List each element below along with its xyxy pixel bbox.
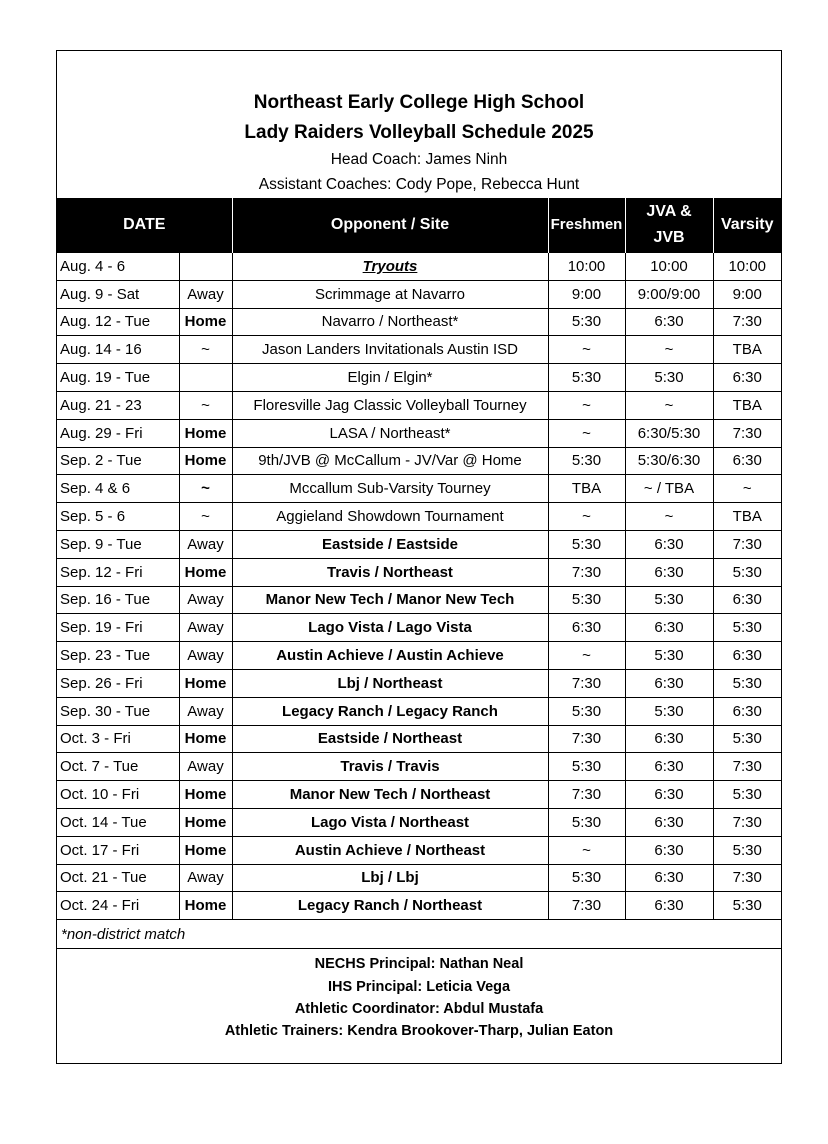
cell-freshmen: ~ [548,336,625,364]
table-row [57,253,781,281]
cell-opponent: Austin Achieve / Austin Achieve [232,642,548,670]
cell-freshmen: 7:30 [548,892,625,920]
cell-location: Home [179,447,232,475]
cell-location: Away [179,753,232,781]
cell-freshmen: 5:30 [548,864,625,892]
cell-location: Home [179,892,232,920]
cell-date: Aug. 9 - Sat [57,280,179,308]
table-row [57,336,781,364]
cell-jv: 6:30 [625,781,713,809]
table-row [57,725,781,753]
cell-jv: 6:30 [625,558,713,586]
cell-location: Away [179,642,232,670]
cell-varsity: 5:30 [713,836,781,864]
cell-freshmen: TBA [548,475,625,503]
cell-date: Aug. 12 - Tue [57,308,179,336]
table-row [57,419,781,447]
cell-opponent: Jason Landers Invitationals Austin ISD [232,336,548,364]
cell-varsity: TBA [713,391,781,419]
cell-opponent: 9th/JVB @ McCallum - JV/Var @ Home [232,447,548,475]
cell-jv: 6:30 [625,308,713,336]
cell-location: ~ [179,475,232,503]
table-row [57,753,781,781]
cell-opponent: Aggieland Showdown Tournament [232,503,548,531]
cell-date: Aug. 21 - 23 [57,391,179,419]
cell-jv: 6:30 [625,725,713,753]
cell-jv: 5:30 [625,642,713,670]
school-name: Northeast Early College High School [253,92,585,113]
ihs-principal: IHS Principal: Leticia Vega [327,979,511,995]
cell-opponent: Eastside / Northeast [232,725,548,753]
cell-opponent: Travis / Travis [232,753,548,781]
cell-location: Away [179,280,232,308]
col-header-opponent: Opponent / Site [232,198,548,253]
cell-date: Aug. 4 - 6 [57,253,179,281]
cell-location: Home [179,669,232,697]
cell-opponent: Lago Vista / Lago Vista [232,614,548,642]
cell-opponent: Mccallum Sub-Varsity Tourney [232,475,548,503]
table-row [57,447,781,475]
table-row [57,280,781,308]
table-row [57,364,781,392]
cell-opponent: Travis / Northeast [232,558,548,586]
cell-date: Oct. 21 - Tue [57,864,179,892]
cell-freshmen: ~ [548,836,625,864]
cell-jv: 6:30 [625,753,713,781]
cell-date: Sep. 23 - Tue [57,642,179,670]
cell-location: Home [179,308,232,336]
cell-location: Home [179,419,232,447]
cell-opponent: Scrimmage at Navarro [232,280,548,308]
cell-varsity: 9:00 [713,280,781,308]
cell-varsity: 5:30 [713,892,781,920]
cell-varsity: 5:30 [713,781,781,809]
cell-freshmen: 5:30 [548,308,625,336]
cell-varsity: 7:30 [713,308,781,336]
athletic-coordinator: Athletic Coordinator: Abdul Mustafa [294,1001,544,1017]
table-row [57,642,781,670]
table-row [57,697,781,725]
cell-varsity: 5:30 [713,614,781,642]
footnote: *non-district match [57,921,781,949]
cell-freshmen: 7:30 [548,781,625,809]
cell-freshmen: 5:30 [548,530,625,558]
cell-freshmen: ~ [548,391,625,419]
cell-freshmen: 5:30 [548,364,625,392]
cell-jv: 5:30 [625,364,713,392]
cell-date: Aug. 29 - Fri [57,419,179,447]
cell-date: Sep. 4 & 6 [57,475,179,503]
cell-location: Away [179,697,232,725]
cell-date: Sep. 2 - Tue [57,447,179,475]
cell-freshmen: 9:00 [548,280,625,308]
cell-jv: ~ [625,336,713,364]
schedule-sheet [56,50,782,1064]
cell-varsity: ~ [713,475,781,503]
cell-date: Aug. 14 - 16 [57,336,179,364]
cell-jv: 6:30/5:30 [625,419,713,447]
cell-varsity: 7:30 [713,419,781,447]
cell-jv: ~ [625,503,713,531]
header-row [57,198,781,253]
cell-freshmen: 5:30 [548,447,625,475]
cell-opponent: Legacy Ranch / Legacy Ranch [232,697,548,725]
schedule-table [57,198,781,920]
cell-date: Sep. 16 - Tue [57,586,179,614]
cell-date: Sep. 9 - Tue [57,530,179,558]
table-row [57,475,781,503]
cell-opponent: Floresville Jag Classic Volleyball Tourney [232,391,548,419]
cell-jv: 6:30 [625,864,713,892]
cell-location: ~ [179,336,232,364]
col-header-date: DATE [57,198,232,253]
cell-location: Away [179,614,232,642]
cell-varsity: 6:30 [713,642,781,670]
cell-varsity: 7:30 [713,530,781,558]
cell-freshmen: 5:30 [548,753,625,781]
schedule-title: Lady Raiders Volleyball Schedule 2025 [244,122,594,143]
cell-date: Oct. 24 - Fri [57,892,179,920]
cell-freshmen: 5:30 [548,586,625,614]
cell-freshmen: 10:00 [548,253,625,281]
cell-jv: ~ / TBA [625,475,713,503]
col-header-jv [625,198,713,253]
cell-freshmen: 6:30 [548,614,625,642]
cell-location: Away [179,530,232,558]
cell-jv: 6:30 [625,836,713,864]
cell-freshmen: 5:30 [548,697,625,725]
cell-varsity: 6:30 [713,586,781,614]
cell-freshmen: 7:30 [548,669,625,697]
cell-opponent: Eastside / Eastside [232,530,548,558]
cell-varsity: 6:30 [713,697,781,725]
cell-opponent: Lbj / Lbj [232,864,548,892]
cell-location: Home [179,781,232,809]
cell-location [179,253,232,281]
principal: NECHS Principal: Nathan Neal [314,956,524,972]
table-row [57,864,781,892]
cell-varsity: 7:30 [713,864,781,892]
cell-date: Sep. 12 - Fri [57,558,179,586]
table-row [57,808,781,836]
cell-location: Home [179,836,232,864]
cell-date: Oct. 10 - Fri [57,781,179,809]
cell-jv: 5:30 [625,586,713,614]
cell-varsity: 5:30 [713,725,781,753]
col-header-jv-line2: JVB [653,229,685,246]
cell-date: Oct. 14 - Tue [57,808,179,836]
cell-date: Aug. 19 - Tue [57,364,179,392]
cell-jv: 6:30 [625,808,713,836]
cell-date: Oct. 3 - Fri [57,725,179,753]
head-coach: Head Coach: James Ninh [330,151,508,168]
cell-location: Home [179,725,232,753]
cell-opponent: LASA / Northeast* [232,419,548,447]
table-row [57,892,781,920]
cell-varsity: 6:30 [713,447,781,475]
cell-varsity: 5:30 [713,669,781,697]
cell-date: Oct. 7 - Tue [57,753,179,781]
cell-opponent: Manor New Tech / Northeast [232,781,548,809]
cell-date: Sep. 26 - Fri [57,669,179,697]
cell-location: Away [179,864,232,892]
cell-jv: 6:30 [625,614,713,642]
cell-jv: 5:30 [625,697,713,725]
cell-varsity: 7:30 [713,753,781,781]
cell-jv: 9:00/9:00 [625,280,713,308]
cell-location: ~ [179,391,232,419]
cell-jv: ~ [625,391,713,419]
cell-freshmen: 5:30 [548,808,625,836]
col-header-varsity: Varsity [713,198,781,253]
cell-varsity: 7:30 [713,808,781,836]
col-header-jv-line1: JVA & [646,203,692,220]
assistant-coaches: Assistant Coaches: Cody Pope, Rebecca Hunt [258,176,580,193]
table-row [57,586,781,614]
table-row [57,781,781,809]
athletic-trainers: Athletic Trainers: Kendra Brookover-Tharp, Julian Eaton [224,1023,614,1039]
cell-opponent: Manor New Tech / Manor New Tech [232,586,548,614]
cell-date: Sep. 30 - Tue [57,697,179,725]
cell-location: Away [179,586,232,614]
cell-location [179,364,232,392]
cell-opponent: Tryouts [232,253,548,281]
table-row [57,503,781,531]
cell-varsity: 6:30 [713,364,781,392]
cell-location: ~ [179,503,232,531]
cell-opponent: Navarro / Northeast* [232,308,548,336]
cell-jv: 6:30 [625,892,713,920]
cell-date: Oct. 17 - Fri [57,836,179,864]
cell-freshmen: ~ [548,642,625,670]
col-header-freshmen: Freshmen [548,198,625,253]
table-row [57,391,781,419]
cell-freshmen: ~ [548,503,625,531]
cell-opponent: Lago Vista / Northeast [232,808,548,836]
cell-freshmen: ~ [548,419,625,447]
cell-location: Home [179,558,232,586]
cell-varsity: TBA [713,336,781,364]
cell-opponent: Legacy Ranch / Northeast [232,892,548,920]
cell-varsity: 10:00 [713,253,781,281]
cell-jv: 6:30 [625,530,713,558]
cell-date: Sep. 19 - Fri [57,614,179,642]
cell-location: Home [179,808,232,836]
cell-jv: 5:30/6:30 [625,447,713,475]
cell-varsity: TBA [713,503,781,531]
cell-freshmen: 7:30 [548,725,625,753]
cell-varsity: 5:30 [713,558,781,586]
table-row [57,614,781,642]
table-row [57,669,781,697]
schedule-rows [57,253,781,920]
table-row [57,308,781,336]
cell-jv: 10:00 [625,253,713,281]
cell-date: Sep. 5 - 6 [57,503,179,531]
cell-opponent: Lbj / Northeast [232,669,548,697]
cell-freshmen: 7:30 [548,558,625,586]
table-row [57,836,781,864]
cell-opponent: Austin Achieve / Northeast [232,836,548,864]
cell-jv: 6:30 [625,669,713,697]
cell-opponent: Elgin / Elgin* [232,364,548,392]
table-row [57,558,781,586]
table-row [57,530,781,558]
